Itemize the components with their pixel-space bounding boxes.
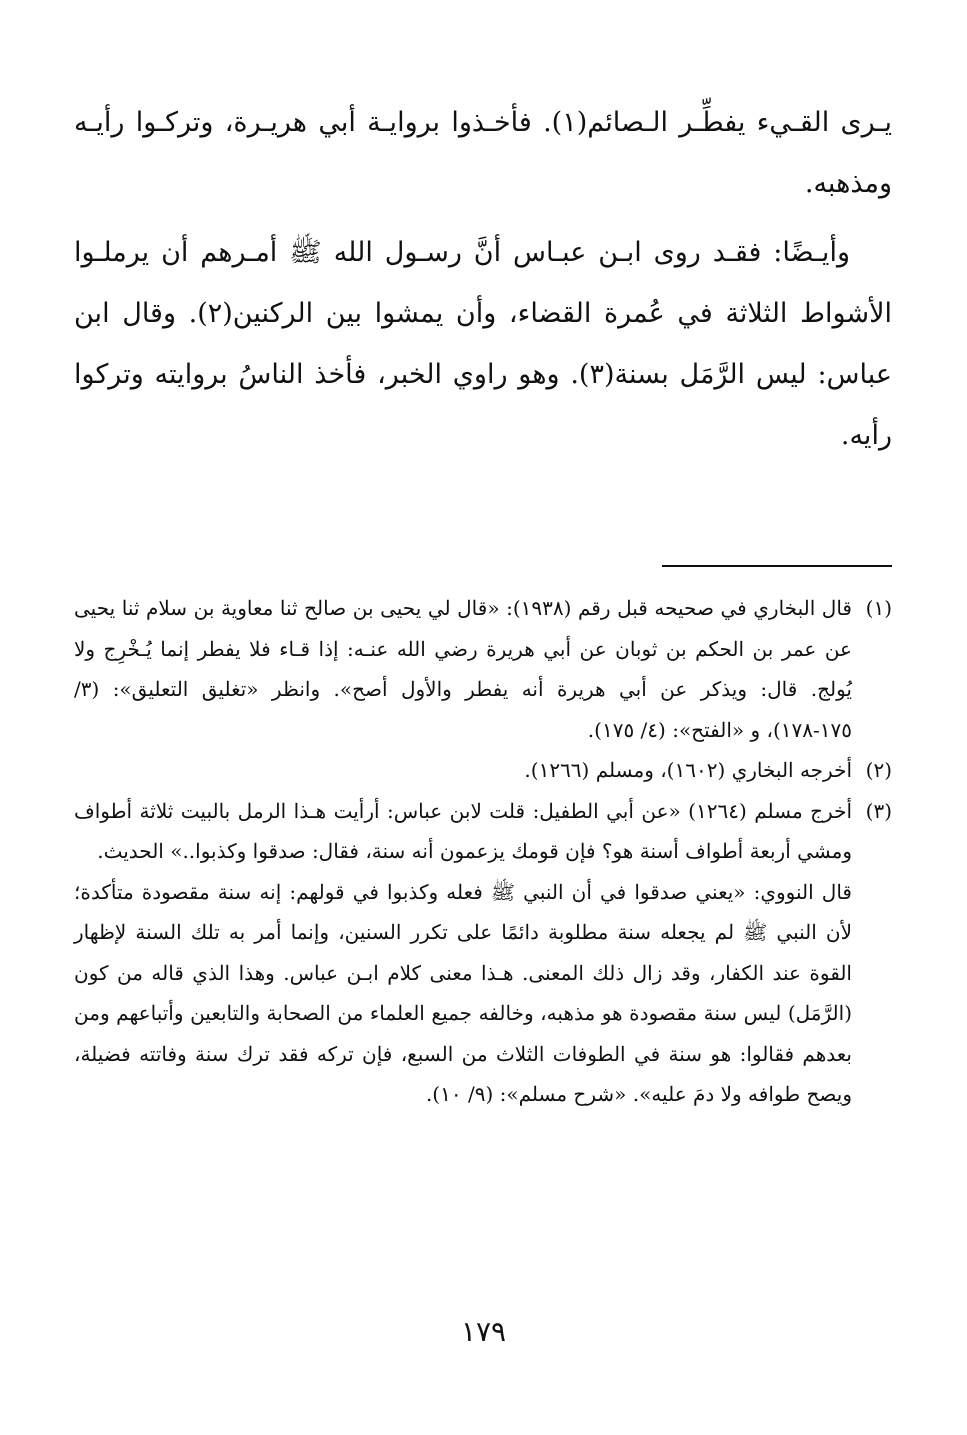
footnote-text: أخرجه البخاري (١٦٠٢)، ومسلم (١٢٦٦). — [524, 758, 852, 782]
footnote-3 — [74, 791, 892, 1115]
footnote-number: (٢) — [865, 758, 892, 782]
footnote-text: قال النووي: «يعني صدقوا في أن النبي ﷺ فعله وكذبوا في قولهم: إنه سنة مقصودة متأكدة؛ لأن النبي ﷺ لم يجعله سنة مطلوبة دائمًا على تكرر السنين، وإنما أمر به تلك السنة لإظهار القوة عند الكفار، وقد زال ذلك المعنى. هـذا معنى كلام ابـن عباس. وهذا الذي قاله من كون (الرَّمَل) ليس سنة مقصودة هو مذهبه، وخالفه جميع العلماء من الصحابة والتابعين وأتباعهم ومن بعدهم فقالوا: هو سنة في الطوفات الثلاث من السبع، فإن تركه فقد ترك سنة وفاتته فضيلة، ويصح طوافه ولا دمَ عليه». «شرح مسلم»: (٩/ ١٠). — [74, 879, 852, 1106]
footnote-separator — [662, 565, 892, 567]
footnote-body — [74, 750, 852, 791]
footnote-2 — [74, 750, 892, 791]
footnotes — [74, 588, 892, 1115]
main-paragraph: وأيـضًا: فقـد روى ابـن عبـاس أنَّ رسـول الله ﷺ أمـرهم أن يرملـوا الأشواط الثلاثة في عُمرة القضاء، وأن يمشوا بين الركنين(٢). وقال ابن عباس: ليس الرَّمَل بسنة(٣). وهو راوي الخبر، فأخذ الناسُ بروايته وتركوا رأيه. — [74, 237, 892, 451]
main-text — [74, 92, 892, 466]
main-paragraph: يـرى القـيء يفطِّـر الـصائم(١). فأخـذوا بروايـة أبي هريـرة، وتركـوا رأيـه ومذهبه. — [74, 107, 892, 199]
footnote-text: أخرج مسلم (١٢٦٤) «عن أبي الطفيل: قلت لابن عباس: أرأيت هـذا الرمل بالبيت ثلاثة أطواف ومشي أربعة أطواف أسنة هو؟ فإن قومك يزعمون أنه سنة، فقال: صدقوا وكذبوا..» الحديث. — [74, 798, 852, 863]
footnote-number: (٣) — [865, 798, 892, 823]
footnote-body — [74, 588, 852, 750]
page-number: ١٧٩ — [460, 1315, 507, 1348]
footnote-text: قال البخاري في صحيحه قبل رقم (١٩٣٨): «قال لي يحيى بن صالح ثنا معاوية بن سلام ثنا يحيى عن عمر بن الحكم بن ثوبان عن أبي هريرة رضي الله عنـه: إذا قـاء فلا يفطر إنما يُـخْرِج ولا يُولج. قال: ويذكر عن أبي هريرة أنه يفطر والأول أصح». وانظر «تغليق التعليق»: (٣/ ١٧٥-١٧٨)، و «الفتح»: (٤/ ١٧٥). — [74, 596, 852, 742]
footnote-1 — [74, 588, 892, 750]
footnote-body — [74, 791, 852, 1115]
footnote-number: (١) — [865, 596, 892, 620]
